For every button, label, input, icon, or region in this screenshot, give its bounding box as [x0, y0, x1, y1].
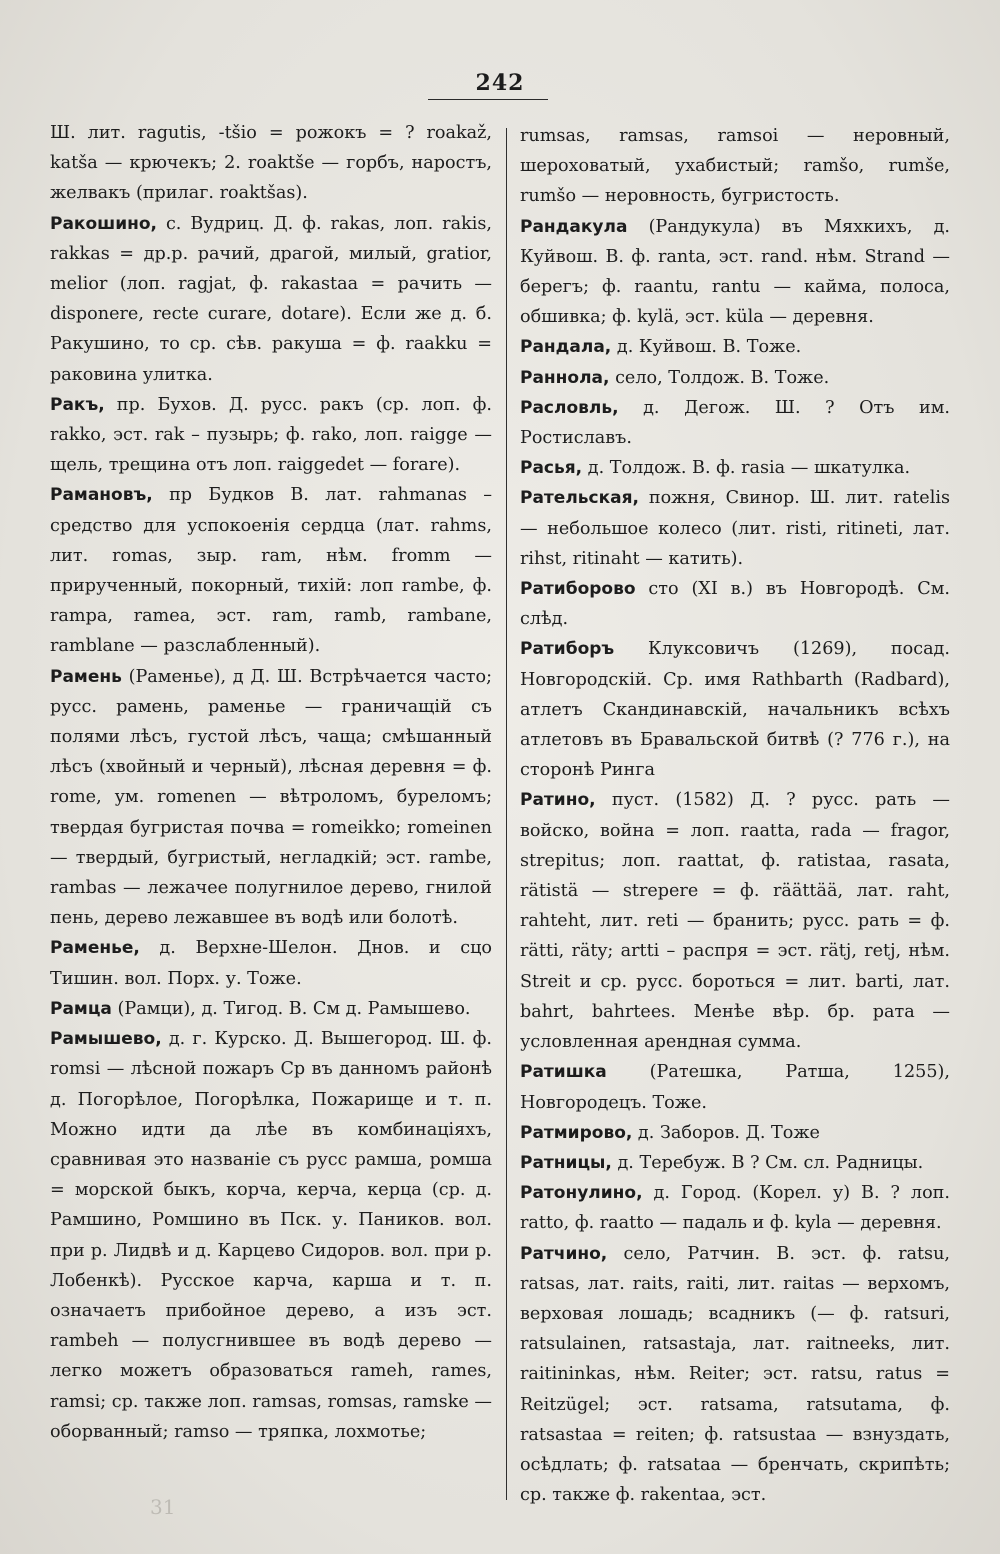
entry-text: д. Дегож. Ш. ? Отъ им. Ростиславъ.: [520, 397, 950, 449]
bleed-through-mark: 31: [150, 1495, 176, 1519]
entry-headword: Рательская,: [520, 488, 639, 509]
entry-text: (Раменье), д Д. Ш. Встрѣчается часто; русс. рамень, раменье — граничащій съ полями лѣсъ, густой лѣсъ, чаща; смѣшанный лѣсъ (хвойный и черный), лѣсная деревня = ф. rome, ум. romenen — вѣтроломъ, буреломъ; твердая бугристая почва = romeikko; romeinen — твердый, бугристый, негладкій; эст. rambe, rambas — лежачее полугнилое дерево, гнилой пень, дерево лежавшее въ водѣ или болотѣ.: [50, 666, 492, 929]
entry-text: д. г. Курско. Д. Вышегород. Ш. ф. romsi — лѣсной пожаръ Ср въ данномъ районѣ д. Погорѣлое, Погорѣлка, Пожарище и т. п. Можно идти да лѣе въ комбинаціяхъ, сравнивая это названіе съ русс рамша, ромша = морской быкъ, корча, керча, керца (ср. д. Рамшино, Ромшино въ Пск. у. Паников. вол. при р. Лидвѣ и д. Карцево Сидоров. вол. при р. Лобенкѣ). Русское карча, карша и т. п. означаетъ прибойное дерево, а изъ эст. rambeh — полусгнившее въ водѣ дерево — легко можетъ образоваться rameh, rames, ramsi; ср. также лоп. ramsas, romsas, ramske — оборванный; ramso — тряпка, лохмотье;: [50, 1029, 492, 1442]
entry-headword: Рамановъ,: [50, 485, 153, 506]
dictionary-entry: [520, 483, 950, 574]
dictionary-entry: [50, 1024, 492, 1447]
entry-text: д. Толдож. В. ф. rasia — шкатулка.: [582, 458, 911, 479]
entry-text: (Рандукула) въ Мяхкихъ, д. Куйвош. В. ф. ranta, эст. rand. нѣм. Strand — берегъ; ф. raantu, rantu — кайма, полоса, обшивка; ф. kylä, эст. küla — деревня.: [520, 216, 950, 328]
entry-headword: Ратонулино,: [520, 1183, 643, 1204]
page-number: 242: [475, 70, 525, 96]
entry-text: д. Теребуж. В ? См. сл. Радницы.: [611, 1152, 924, 1173]
entry-text: пр Будков В. лат. rahmanas – средство для успокоенія сердца (лат. rahms, лит. romas, зыр. ram, нѣм. fromm — прирученный, покорный, тихій: лоп rambe, ф. rampa, ramea, эст. ram, ramb, rambane, ramblane — разслабленный).: [50, 485, 492, 657]
dictionary-entry: [50, 390, 492, 481]
entry-text: д. Заборов. Д. Тоже: [632, 1122, 820, 1143]
entry-headword: Расловль,: [520, 397, 619, 418]
dictionary-entry: [50, 662, 492, 934]
dictionary-entry: [50, 480, 492, 661]
dictionary-entry: [520, 453, 950, 483]
dictionary-entry: [520, 785, 950, 1057]
header-rule: [428, 99, 548, 100]
entry-text: пуст. (1582) Д. ? русс. рать — войско, война = лоп. raatta, rada — fragor, strepitus; лоп. raattat, ф. ratistaa, rasata, rätistä — strepere = ф. räättää, лат. raht, rahteht, лит. reti — бранить; русс. рать = ф. rätti, räty; artti – распря = эст. rätj, retj, нѣм. Streit и ср. русс. бороться = лит. barti, лат. bahrt, bahrtees. Менѣе вѣр. бр. рата — условленная арендная сумма.: [520, 790, 950, 1053]
entry-text: Клуксовичъ (1269), посад. Новгородскій. Ср. имя Rathbarth (Radbard), атлетъ Скандинавскій, начальникъ всѣхъ атлетовъ въ Бравальской битвѣ (? 776 г.), на сторонѣ Ринга: [520, 639, 950, 781]
entry-headword: Ратчино,: [520, 1243, 608, 1264]
left-column: [50, 118, 492, 1447]
entry-headword: Ракъ,: [50, 394, 105, 415]
entry-text: д. Город. (Корел. у) В. ? лоп. ratto, ф. raatto — падаль и ф. kyla — деревня.: [520, 1183, 950, 1234]
entry-text: (Ратешка, Ратша, 1255), Новгородецъ. Тоже.: [520, 1062, 950, 1113]
entry-headword: Рандакула: [520, 216, 628, 237]
entry-headword: Ратницы,: [520, 1152, 612, 1173]
entry-headword: Ратино,: [520, 790, 596, 811]
entry-headword: Раменье,: [50, 938, 140, 959]
entry-text: село, Ратчин. В. эст. ф. ratsu, ratsas, лат. raits, raiti, лит. raitas — верхомъ, верховая лошадь; всадникъ (— ф. ratsuri, ratsulainen, ratsastaja, лат. raitneeks, лит. raitininkas, нѣм. Reiter; эст. ratsu, ratus = Reitzügel; эст. ratsama, ratsutama, ф. ratsastaa = reiten; ф. ratsustaa — взнуздать, осѣдлать; ф. ratsataa — бренчать, скрипѣть; ср. также ф. rakentaa, эст.: [520, 1243, 950, 1506]
dictionary-entry: [520, 363, 950, 393]
entry-headword: Ратишка: [520, 1062, 607, 1083]
dictionary-entry: [520, 121, 950, 212]
right-column: [520, 121, 950, 1510]
entry-headword: Рамень: [50, 666, 122, 687]
dictionary-entry: [50, 994, 492, 1024]
dictionary-entry: [50, 209, 492, 390]
dictionary-entry: [520, 1057, 950, 1117]
entry-headword: Ратмирово,: [520, 1122, 633, 1143]
entry-headword: Ратиборъ: [520, 639, 615, 660]
dictionary-entry: [50, 118, 492, 209]
dictionary-entry: [520, 1118, 950, 1148]
entry-headword: Рандала,: [520, 337, 612, 358]
entry-text: сто (XI в.) въ Новгородѣ. См. слѣд.: [520, 579, 950, 630]
entry-text: Ш. лит. ragutis, -tšio = рожокъ = ? roakaž, katša — крючекъ; 2. roaktše — горбъ, наростъ, желвакъ (прилаг. roaktšas).: [50, 123, 492, 204]
column-divider: [506, 128, 507, 1500]
entry-headword: Рамышево,: [50, 1029, 162, 1050]
dictionary-entry: [520, 1239, 950, 1511]
entry-text: с. Вудриц. Д. ф. rakas, лоп. rakis, rakkas = др.р. рачий, драгой, милый, gratior, melior (лоп. ragjat, ф. rakastaa = рачить — disponere, recte curare, dotare). Если же д. б. Ракушино, то ср. сѣв. ракуша = ф. raakku = раковина улитка.: [50, 213, 492, 385]
entry-text: д. Куйвош. В. Тоже.: [611, 337, 802, 358]
dictionary-entry: [520, 1148, 950, 1178]
entry-headword: Расья,: [520, 458, 583, 479]
entry-text: пр. Бухов. Д. русс. ракъ (ср. лоп. ф. rakko, эст. rak – пузырь; ф. rako, лоп. raigge — щель, трещина отъ лоп. raiggedet — forare).: [50, 394, 492, 476]
dictionary-entry: [520, 1178, 950, 1238]
entry-text: село, Толдож. В. Тоже.: [609, 367, 830, 388]
dictionary-entry: [520, 393, 950, 453]
entry-headword: Ракошино,: [50, 213, 157, 234]
dictionary-entry: [520, 574, 950, 634]
entry-headword: Ратиборово: [520, 579, 636, 600]
entry-text: д. Верхне-Шелон. Днов. и сцо Тишин. вол. Порх. у. Тоже.: [50, 938, 492, 989]
dictionary-entry: [50, 933, 492, 993]
dictionary-entry: [520, 634, 950, 785]
entry-text: (Рамци), д. Тигод. В. См д. Рамышево.: [111, 998, 471, 1019]
entry-text: пожня, Свинор. Ш. лит. ratelis — небольшое колесо (лит. risti, ritineti, лат. rihst, ritinaht — катить).: [520, 488, 950, 569]
entry-headword: Раннола,: [520, 367, 610, 388]
dictionary-entry: [520, 212, 950, 333]
dictionary-entry: [520, 332, 950, 362]
entry-headword: Рамца: [50, 998, 112, 1019]
entry-text: rumsas, ramsas, ramsoi — неровный, шероховатый, ухабистый; ramšo, rumše, rumšo — неровность, бугристость.: [520, 126, 950, 207]
